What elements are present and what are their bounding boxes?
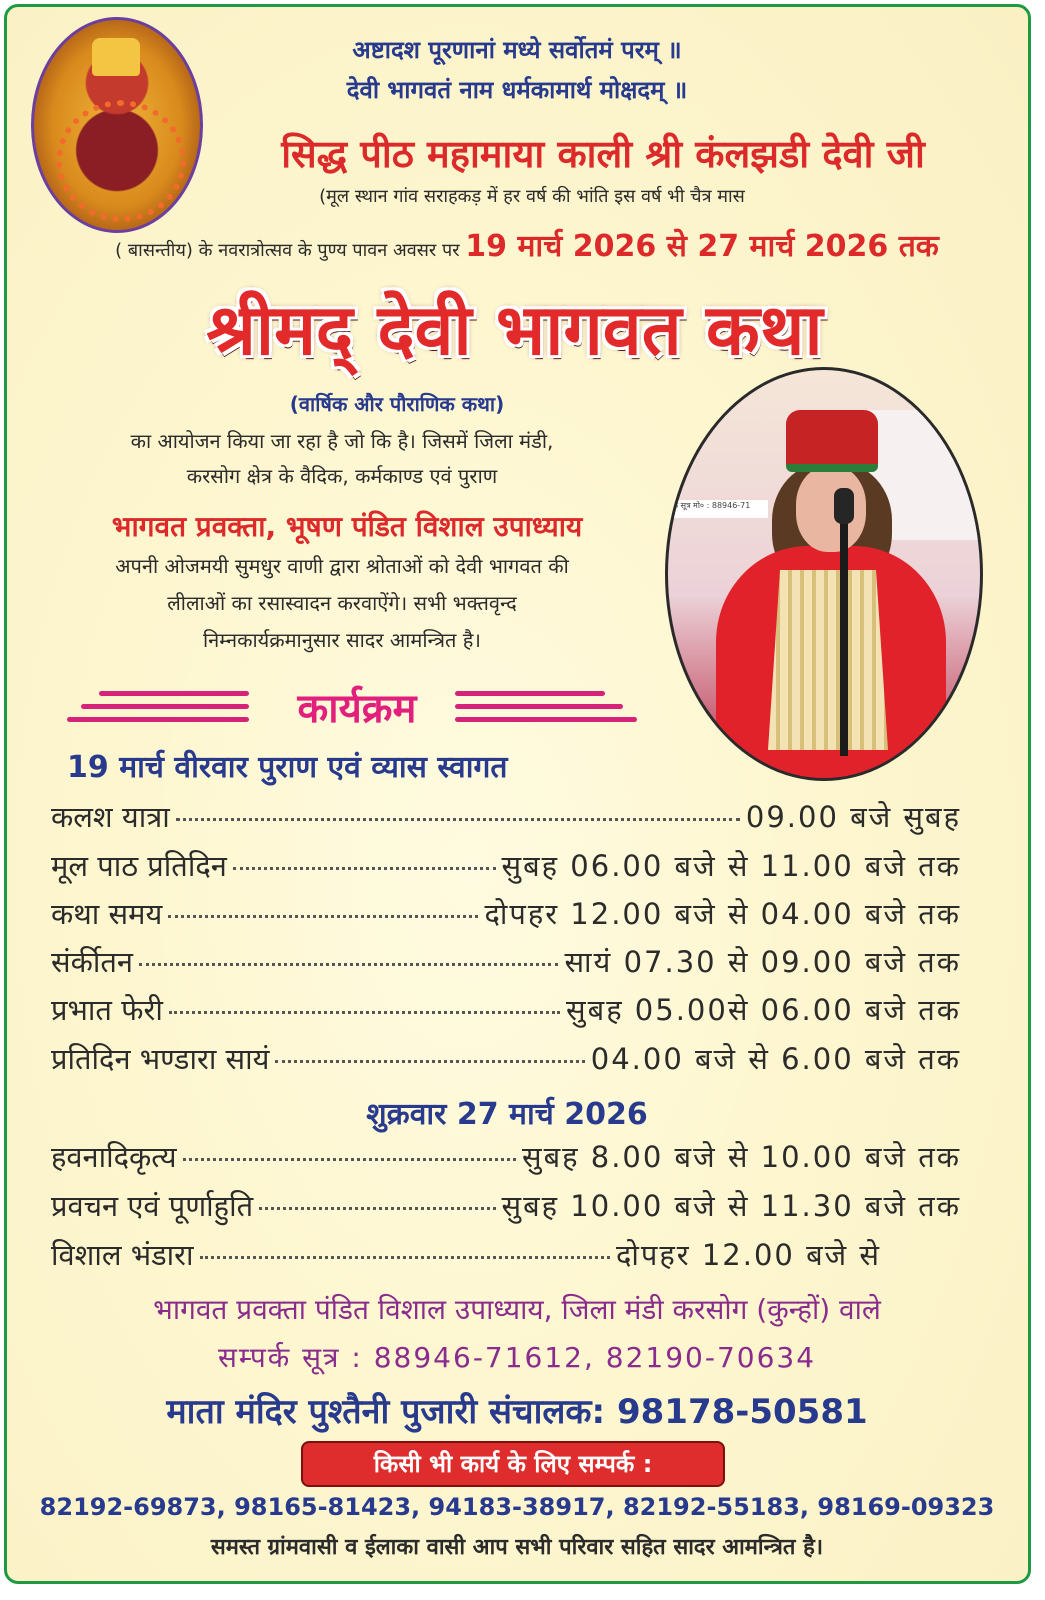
schedule-time: सुबह 05.00से 06.00 बजे तक	[566, 993, 961, 1027]
temple-priest-line: माता मंदिर पुश्तैनी पुजारी संचालक: 98178-50581	[166, 1392, 868, 1432]
photo-board-text: के सूत्र मो० : 88946-71	[672, 500, 768, 518]
schedule-label: संर्कीतन	[51, 945, 134, 979]
shloka-line-2: देवी भागवतं नाम धर्मकामार्थ मोक्षदम् ॥	[346, 76, 688, 104]
schedule-label: मूल पाठ प्रतिदिन	[51, 849, 227, 883]
intro-line-1: (मूल स्थान गांव सराहकड़ में हर वर्ष की भांति इस वर्ष भी चैत्र मास	[319, 186, 745, 207]
contact-banner: किसी भी कार्य के लिए सम्पर्क :	[301, 1441, 725, 1487]
subtitle: (वार्षिक और पौराणिक कथा)	[289, 392, 505, 416]
schedule-time: सुबह 10.00 बजे से 11.30 बजे तक	[501, 1189, 961, 1223]
intro-line-2-prefix: ( बासन्तीय) के नवरात्रोत्सव के पुण्य पावन अवसर पर	[115, 240, 460, 261]
priest-photo	[665, 367, 983, 781]
schedule-row	[51, 1186, 961, 1225]
paragraph-line-4: लीलाओं का रसास्वादन करवाऐंगे। सभी भक्तवृन्द	[167, 591, 517, 615]
schedule-row	[51, 1137, 961, 1176]
schedule-row	[51, 990, 961, 1029]
schedule-row	[51, 1039, 961, 1078]
ornament-line	[99, 691, 249, 696]
schedule-label: हवनादिकृत्य	[51, 1140, 177, 1174]
schedule-row	[51, 942, 961, 981]
schedule-row	[51, 797, 961, 836]
paragraph-line-1: का आयोजन किया जा रहा है जो कि है। जिसमें जिला मंडी,	[130, 429, 554, 453]
schedule-label: प्रवचन एवं पूर्णाहुति	[51, 1189, 254, 1223]
intro-line-2	[47, 224, 1007, 265]
ornament-line	[455, 691, 605, 696]
schedule-time: सुबह 8.00 बजे से 10.00 बजे तक	[521, 1140, 961, 1174]
temple-title: सिद्ध पीठ महामाया काली श्री कंलझडी देवी जी	[281, 132, 925, 176]
poster	[4, 4, 1031, 1584]
schedule-label: प्रभात फेरी	[51, 993, 163, 1027]
schedule-label: विशाल भंडारा	[51, 1238, 194, 1272]
ornament-line	[81, 704, 249, 709]
ornament-line	[455, 704, 623, 709]
paragraph-line-5: निम्नकार्यक्रमानुसार सादर आमन्त्रित है।	[202, 628, 482, 652]
contact-line: सम्पर्क सूत्र : 88946-71612, 82190-70634	[217, 1341, 817, 1374]
schedule-time: दोपहर 12.00 बजे से	[616, 1238, 881, 1272]
schedule-row	[51, 846, 961, 885]
speaker-footer: भागवत प्रवक्ता पंडित विशाल उपाध्याय, जिला मंडी करसोग (कुन्हों) वाले	[153, 1293, 881, 1326]
speaker-name: भागवत प्रवक्ता, भूषण पंडित विशाल उपाध्याय	[111, 510, 583, 543]
schedule-row	[51, 1235, 881, 1274]
invitation-line: समस्त ग्रांमवासी व ईलाका वासी आप सभी परिवार सहित सादर आमन्त्रित है।	[210, 1535, 824, 1560]
schedule-time: सुबह 06.00 बजे से 11.00 बजे तक	[501, 849, 961, 883]
ornament-line	[67, 717, 249, 722]
paragraph-line-3: अपनी ओजमयी सुमधुर वाणी द्वारा श्रोताओं को देवी भागवत की	[115, 554, 569, 578]
schedule-label: कथा समय	[51, 897, 163, 931]
day2-heading: शुक्रवार 27 मार्च 2026	[366, 1097, 648, 1132]
deity-image	[31, 17, 203, 233]
schedule-time: 09.00 बजे सुबह	[745, 800, 961, 834]
schedule-label: प्रतिदिन भण्डारा सायं	[51, 1042, 270, 1076]
schedule-label: कलश यात्रा	[51, 800, 170, 834]
schedule-time: सायं 07.30 से 09.00 बजे तक	[564, 945, 961, 979]
schedule-time: दोपहर 12.00 बजे से 04.00 बजे तक	[484, 897, 961, 931]
schedule-row	[51, 894, 961, 933]
date-range: 19 मार्च 2026 से 27 मार्च 2026 तक	[465, 229, 939, 264]
schedule-time: 04.00 बजे से 6.00 बजे तक	[590, 1042, 961, 1076]
main-title: श्रीमद् देवी भागवत कथा	[206, 289, 823, 371]
shloka-line-1: अष्टादश पूरणानां मध्ये सर्वोतमं परम् ॥	[352, 36, 682, 64]
program-heading: कार्यक्रम	[297, 686, 417, 732]
paragraph-line-2: करसोग क्षेत्र के वैदिक, कर्मकाण्ड एवं पुराण	[186, 464, 498, 488]
ornament-line	[455, 717, 637, 722]
day1-heading: 19 मार्च वीरवार पुराण एवं व्यास स्वागत	[67, 750, 508, 785]
contact-numbers: 82192-69873, 98165-81423, 94183-38917, 82192-55183, 98169-09323	[39, 1493, 995, 1521]
